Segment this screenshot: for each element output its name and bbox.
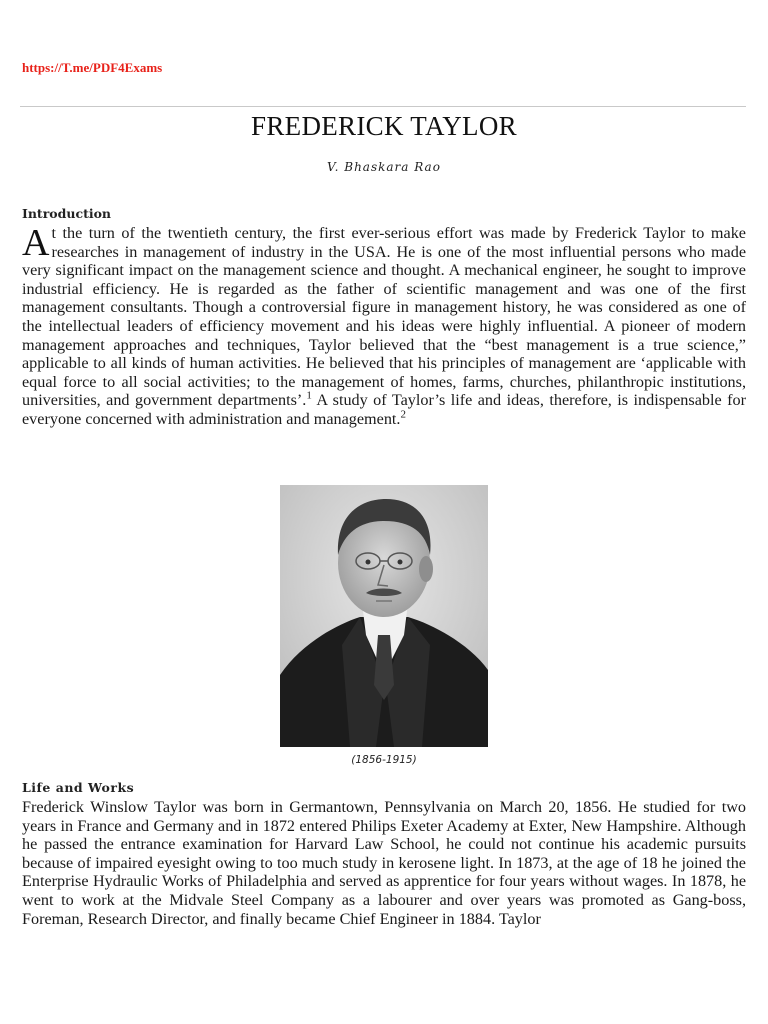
section-heading-life-and-works: Life and Works — [22, 780, 135, 795]
article-author: V. Bhaskara Rao — [327, 160, 441, 174]
introduction-paragraph — [22, 224, 746, 429]
footnote-marker-1[interactable]: 1 — [306, 389, 312, 402]
introduction-text-part-2: A study of Taylor’s life and ideas, therefore, is indispensable for everyone concerned with administration and management. — [22, 391, 746, 428]
telegram-link[interactable]: https://T.me/PDF4Exams — [22, 60, 163, 75]
portrait-caption: (1856-1915) — [351, 754, 417, 766]
section-heading-introduction: Introduction — [22, 206, 112, 221]
portrait-illustration — [280, 485, 488, 747]
introduction-text-part-1: t the turn of the twentieth century, the first ever-serious effort was made by Frederick Taylor to make researches in management of industry in the USA. He is one of the most influential persons who made very significant impact on the management science and thought. A mechanical engineer, he sought to improve industrial efficiency. He is regarded as the father of scientific management and was one of the first management consultants. Though a controversial figure in management history, he was considered as one of the intellectual leaders of efficiency movement and his ideas were highly influential. A pioneer of modern management approaches and techniques, Taylor believed that the “best management is a true science,” applicable to all kinds of human activities. He believed that his principles of management are ‘applicable with equal force to all social activities; to the management of homes, farms, churches, philanthropic institutions, universities, and government departments’. — [22, 224, 746, 410]
header-divider — [20, 106, 746, 107]
life-and-works-paragraph: Frederick Winslow Taylor was born in Germantown, Pennsylvania on March 20, 1856. He studied for two years in France and Germany and in 1872 entered Philips Exeter Academy at Exter, New Hampshire. Although he passed the entrance examination for Harvard Law School, he could not continue his academic pursuits because of impaired eyesight owing to too much study in kerosene light. In 1873, at the age of 18 he joined the Enterprise Hydraulic Works of Philadelphia and served as apprentice for four years without wages. In 1878, he went to work at the Midvale Steel Company as a labourer and over years was promoted as Gang-boss, Foreman, Research Director, and finally became Chief Engineer in 1884. Taylor — [22, 798, 746, 928]
portrait-photo — [280, 485, 488, 747]
footnote-marker-2[interactable]: 2 — [400, 408, 406, 421]
article-title: FREDERICK TAYLOR — [251, 111, 517, 141]
drop-cap: A — [22, 222, 50, 264]
